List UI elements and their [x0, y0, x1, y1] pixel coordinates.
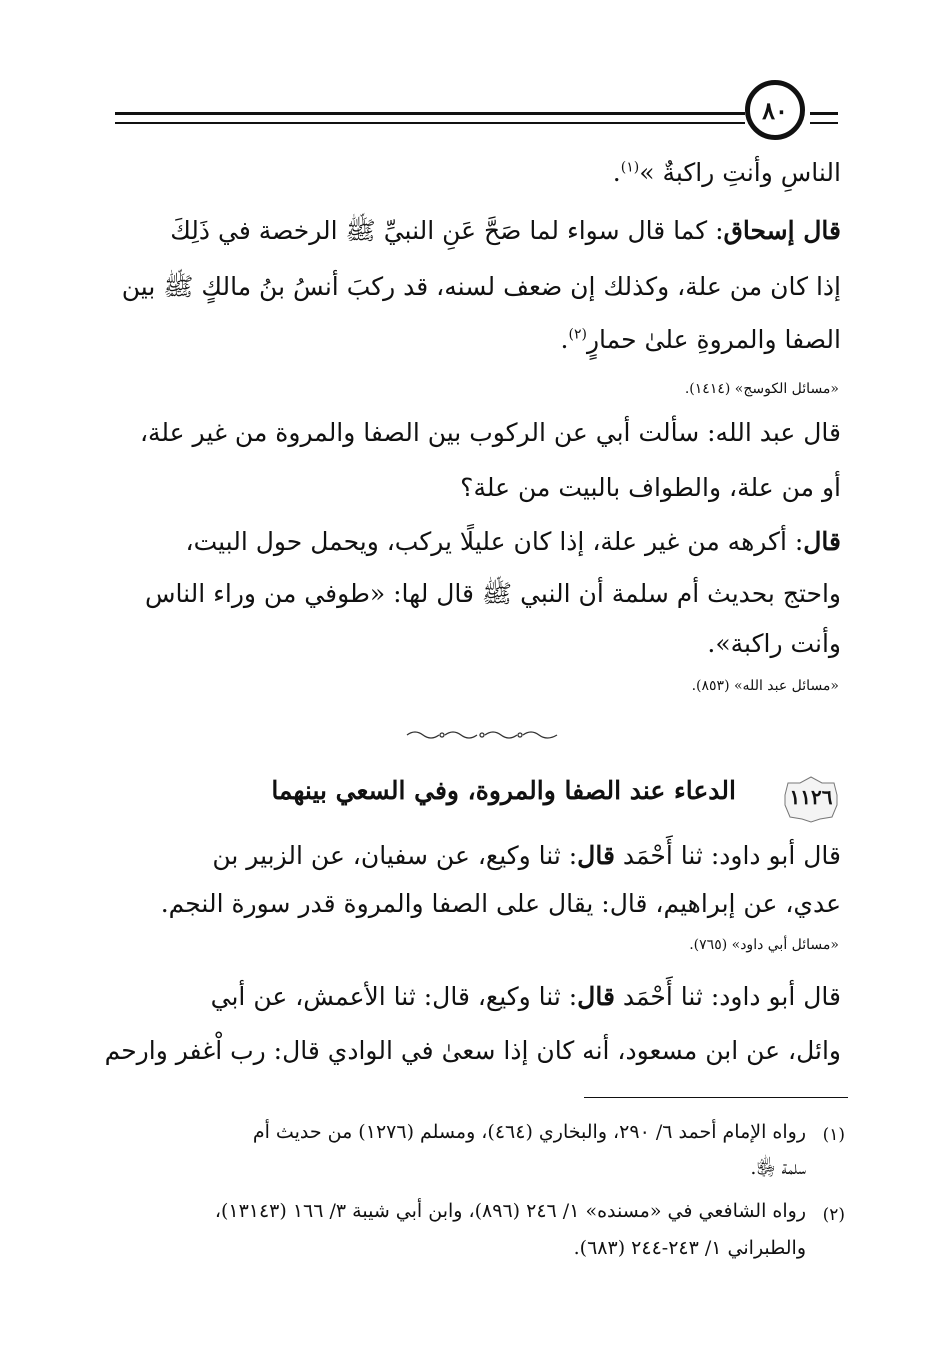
footnote-ref-1[interactable]: (١) [620, 159, 640, 176]
footnote-2-line-1: رواه الشافعي في «مسنده» ١/ ٢٤٦ (٨٩٦)، وابن أبي شيبة ٣/ ١٦٦ (١٣١٤٣)، [214, 1200, 806, 1222]
text-line-2: قال إسحاق: كما قال سواء لما صَحَّ عَنِ النبيِّ ﷺ الرخصة في ذَلِكَ [170, 216, 841, 245]
text-line-5: قال عبد الله: سألت أبي عن الركوب بين الصفا والمروة من غير علة، [139, 418, 841, 447]
header-rule [115, 112, 745, 115]
text-line-3: إذا كان من علة، وكذلك إن ضعف لسنه، قد ركبَ أنسُ بنُ مالكٍ ﷺ بين [121, 272, 841, 301]
text-line-13: وائل، عن ابن مسعود، أنه كان إذا سعىٰ في الوادي قال: رب اْغفر وارحم [104, 1036, 841, 1065]
text-line-6: أو من علة، والطواف بالبيت من علة؟ [460, 473, 841, 502]
text-line-1: الناسِ وأنتِ راكبةٌ »$^{(١)}$. [612, 158, 841, 187]
source-citation-2: «مسائل عبد الله» (٨٥٣). [691, 678, 839, 694]
footnote-2-number: (٢) [822, 1205, 845, 1225]
source-citation-1: «مسائل الكوسج» (١٤١٤). [684, 381, 839, 397]
text-line-9: وأنت راكبة». [707, 629, 841, 658]
page-number: ٨٠ [745, 80, 805, 140]
footnote-1-line-2: سلمة ﵂. [750, 1157, 806, 1179]
text-line-4: الصفا والمروةِ علىٰ حمارٍ$^{(٢)}$. [560, 325, 841, 354]
footnote-1-line-1: رواه الإمام أحمد ٦/ ٢٩٠، والبخاري (٤٦٤)، ومسلم (١٢٧٦) من حديث أم [252, 1121, 806, 1143]
footnote-separator [584, 1097, 848, 1098]
header-rule-right-thin [810, 122, 838, 124]
footnote-2-line-2: والطبراني ١/ ٢٤٣-٢٤٤ (٦٨٣). [573, 1237, 806, 1259]
footnote-ref-2[interactable]: (٢) [568, 326, 587, 343]
text-line-7: قال: أكرهه من غير علة، إذا كان عليلًا يركب، ويحمل حول البيت، [185, 527, 841, 556]
header-rule-thin [115, 122, 745, 124]
section-number-badge: ١١٢٦ [782, 775, 840, 823]
footnote-1-number: (١) [822, 1125, 845, 1145]
ornament-divider [405, 727, 560, 743]
source-citation-3: «مسائل أبي داود» (٧٦٥). [689, 937, 839, 953]
text-line-11: عدي، عن إبراهيم، قال: يقال على الصفا والمروة قدر سورة النجم. [160, 889, 841, 918]
text-line-10: قال أبو داود: ثنا أَحْمَد قال: ثنا وكيع، عن سفيان، عن الزبير بن [212, 841, 841, 870]
header-rule-right [810, 112, 838, 115]
section-title: الدعاء عند الصفا والمروة، وفي السعي بينهما [271, 776, 736, 805]
text-line-8: واحتج بحديث أم سلمة أن النبي ﷺ قال لها: «طوفي من وراء الناس [144, 579, 841, 608]
text-line-12: قال أبو داود: ثنا أَحْمَد قال: ثنا وكيع، قال: ثنا الأعمش، عن أبي [210, 982, 841, 1011]
